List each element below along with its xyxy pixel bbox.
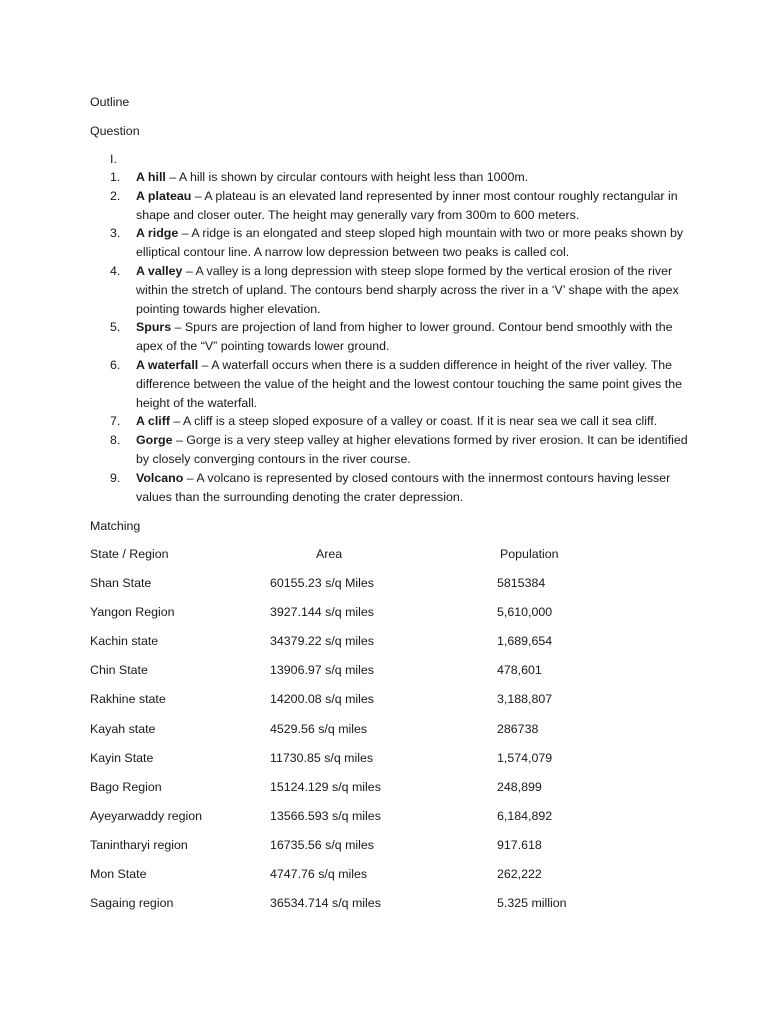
cell-state-region: Kayah state: [90, 721, 156, 736]
cell-state-region: Ayeyarwaddy region: [90, 808, 203, 823]
cell-state-region: Mon State: [90, 867, 147, 882]
matching-heading: Matching: [90, 519, 141, 533]
cell-area: 3927.144 s/q miles: [270, 605, 375, 620]
table-row: [0, 632, 768, 661]
definition-item: [0, 431, 700, 469]
item-description: – A plateau is an elevated land represented by inner most contour roughly rectangular in shape and closer outer. The height may generally vary from 300m to 600 meters.: [136, 188, 678, 222]
definition-item: [0, 224, 700, 262]
item-number: 1.: [110, 170, 121, 184]
cell-area: 11730.85 s/q miles: [270, 750, 374, 765]
cell-area: 14200.08 s/q miles: [270, 692, 375, 707]
item-term: A valley: [136, 263, 183, 278]
table-row: [0, 661, 768, 690]
item-term: A hill: [136, 170, 166, 184]
cell-population: 5.325 million: [497, 896, 567, 911]
cell-state-region: Kachin state: [90, 634, 159, 649]
item-term: Gorge: [136, 433, 173, 448]
item-description: – A cliff is a steep sloped exposure of a valley or coast. If it is near sea we call it sea cliff.: [169, 414, 658, 429]
item-number: 5.: [110, 320, 121, 335]
item-description: – A valley is a long depression with steep slope formed by the vertical erosion of the river within the stretch of upland. The contours bend sharply across the river in a ‘V’ shape with the apex pointing towards higher elevation.: [136, 263, 679, 316]
cell-area: 36534.714 s/q miles: [270, 896, 381, 911]
item-description: – A hill is shown by circular contours with height less than 1000m.: [165, 170, 529, 184]
item-number: 3.: [110, 226, 121, 241]
cell-population: 917.618: [497, 837, 542, 852]
header-area: Area: [316, 547, 343, 561]
item-term: A cliff: [136, 414, 170, 429]
cell-area: 4529.56 s/q miles: [270, 721, 368, 736]
cell-state-region: Kayin State: [90, 750, 154, 765]
item-term: A waterfall: [136, 357, 199, 372]
definition-item: [0, 356, 700, 412]
cell-state-region: Chin State: [90, 663, 148, 678]
item-number: 8.: [110, 433, 121, 448]
item-description: – A volcano is represented by closed contours with the innermost contours having lesser values than the surrounding denoting the crater depression.: [136, 470, 671, 504]
cell-area: 15124.129 s/q miles: [270, 779, 381, 794]
item-description: – Gorge is a very steep valley at higher elevations formed by river erosion. It can be identified by closely converging contours in the river course.: [136, 433, 688, 466]
state-region-table: [0, 545, 768, 923]
table-row: [0, 894, 768, 923]
cell-state-region: Tanintharyi region: [90, 837, 188, 852]
item-description: – A ridge is an elongated and steep sloped high mountain with two or more peaks shown by elliptical contour line. A narrow low depression between two peaks is called col.: [136, 226, 684, 260]
cell-population: 286738: [497, 721, 539, 736]
cell-population: 5815384: [497, 576, 546, 591]
table-row: [0, 865, 768, 894]
table-row: [0, 720, 768, 749]
definition-item: [0, 168, 700, 187]
section-numeral: I.: [110, 152, 117, 166]
cell-population: 1,689,654: [497, 634, 553, 649]
cell-state-region: Sagaing region: [90, 896, 174, 911]
item-term: A ridge: [136, 226, 179, 241]
cell-population: 262,222: [497, 867, 542, 882]
cell-state-region: Rakhine state: [90, 692, 166, 707]
cell-area: 13566.593 s/q miles: [270, 808, 381, 823]
definition-item: [0, 187, 700, 225]
cell-area: 13906.97 s/q miles: [270, 663, 375, 678]
table-row: [0, 807, 768, 836]
item-number: 7.: [110, 414, 121, 429]
cell-population: 478,601: [497, 663, 542, 678]
outline-heading: Outline: [90, 95, 130, 109]
cell-area: 16735.56 s/q miles: [270, 837, 375, 852]
item-number: 2.: [110, 188, 121, 203]
cell-population: 3,188,807: [497, 692, 553, 707]
table-row: [0, 603, 768, 632]
cell-population: 1,574,079: [497, 750, 553, 765]
cell-population: 6,184,892: [497, 808, 553, 823]
question-heading: Question: [90, 124, 140, 138]
table-row: [0, 836, 768, 865]
cell-population: 248,899: [497, 779, 542, 794]
cell-area: 34379.22 s/q miles: [270, 634, 375, 649]
item-description: – Spurs are projection of land from higher to lower ground. Contour bend smoothly with the apex of the “V” pointing towards lower ground.: [136, 320, 673, 354]
definition-item: [0, 469, 700, 507]
table-row: [0, 574, 768, 603]
definition-item: [0, 262, 700, 318]
cell-area: 4747.76 s/q miles: [270, 867, 368, 882]
item-number: 9.: [110, 470, 121, 485]
table-row: [0, 749, 768, 778]
cell-population: 5,610,000: [497, 605, 553, 620]
definitions-list: [0, 168, 700, 506]
item-number: 6.: [110, 357, 121, 372]
item-term: Spurs: [136, 320, 172, 335]
cell-area: 60155.23 s/q Miles: [270, 576, 375, 591]
item-description: – A waterfall occurs when there is a sudden difference in height of the river valley. The difference between the value of the height and the lowest contour touching the same point gives the height of the waterfall.: [136, 357, 683, 410]
header-state-region: State / Region: [90, 547, 169, 561]
item-term: A plateau: [136, 188, 192, 203]
cell-state-region: Shan State: [90, 576, 152, 591]
table-row: [0, 690, 768, 719]
header-population: Population: [500, 547, 559, 561]
cell-state-region: Yangon Region: [90, 605, 175, 620]
table-header-row: [0, 545, 768, 574]
item-term: Volcano: [136, 470, 184, 485]
table-row: [0, 778, 768, 807]
cell-state-region: Bago Region: [90, 779, 162, 794]
definition-item: [0, 412, 700, 431]
item-number: 4.: [110, 263, 121, 278]
definition-item: [0, 318, 700, 356]
